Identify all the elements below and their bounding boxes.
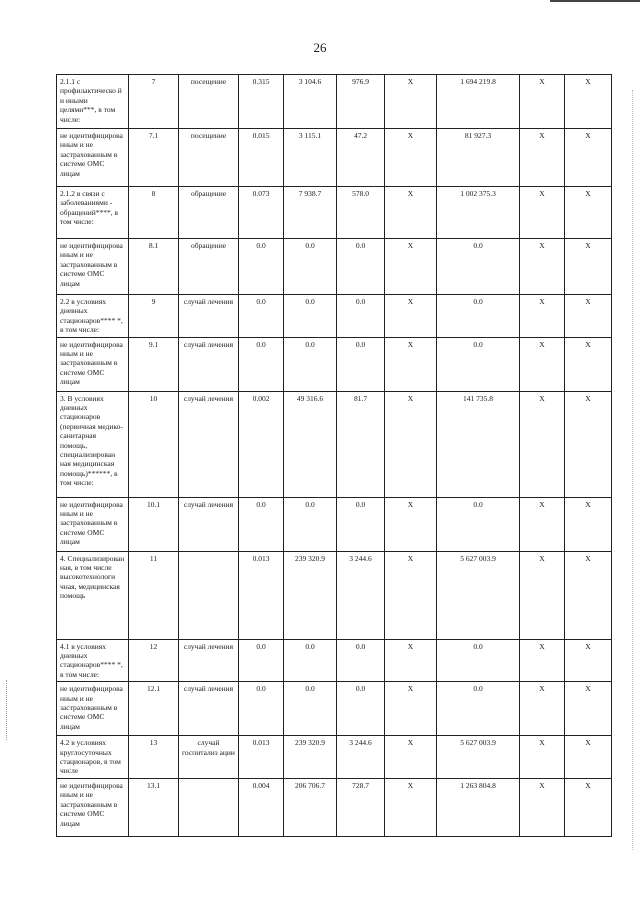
cell-v4: X	[385, 778, 437, 836]
cell-v7: X	[565, 239, 612, 295]
cell-v6: X	[520, 736, 565, 779]
cell-v2: 239 320.9	[284, 736, 337, 779]
cell-v1: 0.015	[239, 129, 284, 187]
cell-v5: 5 627 003.9	[437, 736, 520, 779]
cell-v6: X	[520, 682, 565, 736]
cell-num: 8	[129, 187, 179, 239]
cell-v4: X	[385, 682, 437, 736]
cell-v6: X	[520, 295, 565, 338]
cell-v1: 0.0	[239, 682, 284, 736]
cell-v2: 0.0	[284, 639, 337, 682]
cell-name: 2.2 в условиях дневных стационаров**** *, в том числе:	[57, 295, 129, 338]
cell-v3: 0.0	[337, 295, 385, 338]
cell-v2: 3 115.1	[284, 129, 337, 187]
cell-v4: X	[385, 75, 437, 129]
cell-v6: X	[520, 551, 565, 639]
cell-v2: 0.0	[284, 497, 337, 551]
cell-v3: 728.7	[337, 778, 385, 836]
cell-v5: 0.0	[437, 239, 520, 295]
cell-v5: 0.0	[437, 337, 520, 391]
cell-name: не идентифицирова нным и не застрахованным в системе ОМС лицам	[57, 337, 129, 391]
cell-v7: X	[565, 295, 612, 338]
cell-v7: X	[565, 75, 612, 129]
cell-v2: 0.0	[284, 295, 337, 338]
cell-name: не идентифицирова нным и не застрахованным в системе ОМС лицам	[57, 778, 129, 836]
cell-v5: 0.0	[437, 295, 520, 338]
cell-num: 8.1	[129, 239, 179, 295]
report-table	[56, 74, 612, 837]
cell-unit: случай лечения	[179, 337, 239, 391]
cell-unit: обращение	[179, 187, 239, 239]
table-row	[57, 295, 612, 338]
cell-v4: X	[385, 295, 437, 338]
table-row	[57, 736, 612, 779]
cell-v7: X	[565, 187, 612, 239]
cell-v1: 0.002	[239, 391, 284, 497]
cell-name: 4.2 в условиях круглосуточных стационаров, в том числе	[57, 736, 129, 779]
cell-v6: X	[520, 129, 565, 187]
cell-v4: X	[385, 391, 437, 497]
table-row	[57, 778, 612, 836]
cell-unit: обращение	[179, 239, 239, 295]
cell-v3: 81.7	[337, 391, 385, 497]
cell-v4: X	[385, 337, 437, 391]
cell-num: 7.1	[129, 129, 179, 187]
cell-v4: X	[385, 639, 437, 682]
cell-num: 11	[129, 551, 179, 639]
cell-v7: X	[565, 551, 612, 639]
cell-v2: 206 706.7	[284, 778, 337, 836]
cell-num: 13.1	[129, 778, 179, 836]
cell-v1: 0.0	[239, 239, 284, 295]
cell-v6: X	[520, 75, 565, 129]
cell-v7: X	[565, 129, 612, 187]
cell-v4: X	[385, 239, 437, 295]
cell-v3: 3 244.6	[337, 551, 385, 639]
cell-num: 10.1	[129, 497, 179, 551]
cell-num: 12.1	[129, 682, 179, 736]
cell-v4: X	[385, 129, 437, 187]
cell-name: 3. В условиях дневных стационаров (первичная медико-санитарная помощь, специализирован ная медицинская помощь)******, в том числе:	[57, 391, 129, 497]
cell-num: 13	[129, 736, 179, 779]
cell-v2: 239 320.9	[284, 551, 337, 639]
table-row	[57, 391, 612, 497]
cell-v3: 0.0	[337, 497, 385, 551]
table-row	[57, 551, 612, 639]
cell-v1: 0.315	[239, 75, 284, 129]
cell-name: 2.1.2 в связи с заболеваниями - обращений****, в том числе:	[57, 187, 129, 239]
cell-num: 9	[129, 295, 179, 338]
cell-unit	[179, 551, 239, 639]
cell-v7: X	[565, 778, 612, 836]
cell-num: 9.1	[129, 337, 179, 391]
cell-num: 7	[129, 75, 179, 129]
cell-num: 10	[129, 391, 179, 497]
cell-v6: X	[520, 239, 565, 295]
cell-unit: случай лечения	[179, 391, 239, 497]
cell-v5: 141 735.8	[437, 391, 520, 497]
table-row	[57, 639, 612, 682]
cell-name: 4. Специализирован ная, в том числе высокотехнологи чная, медицинская помощь	[57, 551, 129, 639]
table-row	[57, 497, 612, 551]
cell-v7: X	[565, 391, 612, 497]
cell-unit	[179, 778, 239, 836]
cell-v7: X	[565, 639, 612, 682]
cell-v5: 1 263 804.8	[437, 778, 520, 836]
cell-v2: 0.0	[284, 239, 337, 295]
cell-v1: 0.004	[239, 778, 284, 836]
cell-v6: X	[520, 337, 565, 391]
cell-v3: 0.0	[337, 639, 385, 682]
cell-v1: 0.0	[239, 337, 284, 391]
cell-name: не идентифицирова нным и не застрахованным в системе ОМС лицам	[57, 682, 129, 736]
cell-v1: 0.073	[239, 187, 284, 239]
cell-v2: 49 316.6	[284, 391, 337, 497]
table-row	[57, 129, 612, 187]
cell-name: не идентифицирова нным и не застрахованным в системе ОМС лицам	[57, 497, 129, 551]
cell-v6: X	[520, 497, 565, 551]
cell-unit: посещение	[179, 75, 239, 129]
scan-margin-mark	[632, 90, 634, 850]
cell-unit: посещение	[179, 129, 239, 187]
table-row	[57, 337, 612, 391]
cell-v6: X	[520, 639, 565, 682]
cell-name: не идентифицирова нным и не застрахованным в системе ОМС лицам	[57, 239, 129, 295]
cell-v3: 0.0	[337, 337, 385, 391]
cell-unit: случай лечения	[179, 295, 239, 338]
cell-v5: 1 002 375.3	[437, 187, 520, 239]
cell-v2: 0.0	[284, 682, 337, 736]
cell-v1: 0.0	[239, 639, 284, 682]
table-row	[57, 187, 612, 239]
cell-v1: 0.0	[239, 497, 284, 551]
cell-v5: 0.0	[437, 639, 520, 682]
cell-v5: 0.0	[437, 497, 520, 551]
cell-v5: 0.0	[437, 682, 520, 736]
cell-v6: X	[520, 391, 565, 497]
cell-name: 4.1 в условиях дневных стационаров**** *, в том числе:	[57, 639, 129, 682]
cell-v4: X	[385, 736, 437, 779]
table-row	[57, 682, 612, 736]
cell-v4: X	[385, 187, 437, 239]
table-row	[57, 75, 612, 129]
cell-v5: 81 927.3	[437, 129, 520, 187]
cell-v3: 0.0	[337, 239, 385, 295]
page-number: 26	[313, 40, 327, 55]
table-row	[57, 239, 612, 295]
cell-v7: X	[565, 682, 612, 736]
cell-unit: случай лечения	[179, 639, 239, 682]
cell-v1: 0.013	[239, 736, 284, 779]
cell-v3: 3 244.6	[337, 736, 385, 779]
cell-v3: 976.9	[337, 75, 385, 129]
top-edge-rule	[550, 0, 640, 2]
cell-name: не идентифицирова нным и не застрахованным в системе ОМС лицам	[57, 129, 129, 187]
cell-unit: случай лечения	[179, 682, 239, 736]
table-body	[57, 75, 612, 837]
cell-v1: 0.0	[239, 295, 284, 338]
cell-v2: 3 104.6	[284, 75, 337, 129]
cell-v6: X	[520, 778, 565, 836]
cell-v7: X	[565, 497, 612, 551]
cell-v3: 578.0	[337, 187, 385, 239]
cell-v7: X	[565, 337, 612, 391]
cell-v6: X	[520, 187, 565, 239]
cell-v3: 47.2	[337, 129, 385, 187]
cell-unit: случай госпитализ ации	[179, 736, 239, 779]
cell-num: 12	[129, 639, 179, 682]
scan-margin-mark	[6, 680, 8, 740]
cell-v5: 1 694 219.8	[437, 75, 520, 129]
cell-unit: случай лечения	[179, 497, 239, 551]
cell-v3: 0.0	[337, 682, 385, 736]
cell-v1: 0.013	[239, 551, 284, 639]
cell-v5: 5 627 003.9	[437, 551, 520, 639]
cell-v7: X	[565, 736, 612, 779]
cell-v4: X	[385, 551, 437, 639]
cell-v4: X	[385, 497, 437, 551]
cell-name: 2.1.1 с профилактическо й и иными целями***, в том числе:	[57, 75, 129, 129]
cell-v2: 7 938.7	[284, 187, 337, 239]
cell-v2: 0.0	[284, 337, 337, 391]
